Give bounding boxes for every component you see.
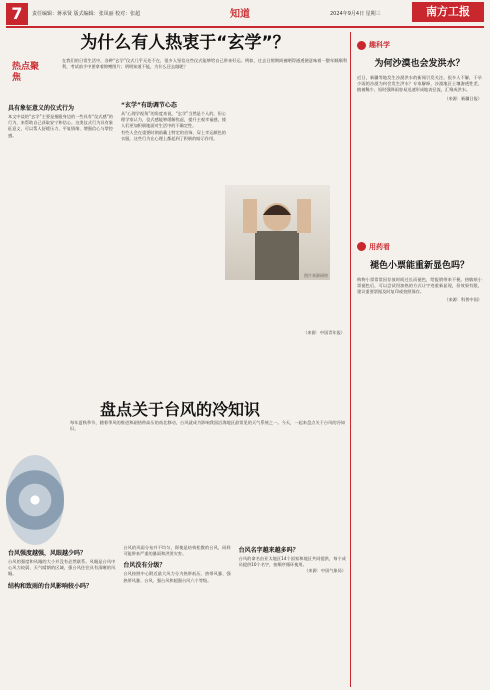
- page-number: 7: [6, 3, 28, 25]
- article1-intro: 在我们的日常生活中，各种“玄学”仪式几乎无处不在，很多人坚信这些仪式能够给自己带来好运。例如，过去日照期间被晒得通透便意味着一整年顺顺利利，考试前手中要拿着锦鲤图片；明明知道不能，为什么还去做呢？: [62, 58, 347, 70]
- sidebar: [350, 32, 488, 687]
- article1-para2: 从“心理学视角”的角度来说，“玄学”当然是个人的，但心理学家认为，仪式感能够缓解焦虑，提升主观幸福感，使人们更加积极地面对生活中的不确定性。: [121, 111, 226, 129]
- science-icon: [357, 41, 366, 50]
- article2-credit: （来源：中国气象局）: [304, 568, 346, 574]
- article1-sub1: 具有象征意义的仪式行为: [8, 105, 75, 112]
- sidebar-col2-text: 购物小票常常因存放时间过长而褪色，给报销带来不便。热敏纸小票褪色后，可以尝试用加热的方式让字迹重新显现，但效果有限，建议重要票据及时复印或拍照保存。: [357, 276, 482, 295]
- sidebar-col2-title: 褪色小票能重新显色吗？: [369, 260, 469, 271]
- medicine-icon: [357, 242, 366, 251]
- section-name: 知道: [230, 9, 250, 20]
- article2-sub1: 台风强度越强，风眼越少吗？: [8, 550, 87, 557]
- sidebar-col1-head: [357, 40, 488, 50]
- sidebar-col1-credit: （来源：新疆日报）: [444, 95, 482, 101]
- article2-body: [8, 545, 346, 685]
- article1-body: [8, 100, 226, 142]
- article1-para3: 有些人会在重要时刻前戴上特定的首饰、穿上幸运颜色的衣服，这些行为在心理上都起到了积极的暗示作用。: [121, 129, 226, 141]
- issue-date: 2024年9月4日 星期三: [330, 11, 381, 17]
- sidebar-col1-title: 为何沙漠也会发洪水？: [374, 59, 465, 69]
- article1-title: 为什么有人热衷于“玄学”？: [80, 33, 290, 53]
- article2-sub2: 结构和致雨的台风影响较小吗？: [8, 582, 93, 590]
- hot-topic-badge: 热点聚焦: [12, 62, 40, 83]
- typhoon-image: [6, 455, 64, 545]
- article2-para1: 台风的强度和风眼的大小并没有必然联系。风眼是台风中心风力较弱、天气晴朗的区域，强台风往往具有清晰的风眼。: [8, 559, 116, 577]
- article1-credit: （来源：中国青年报）: [303, 330, 345, 335]
- article2-title: 盘点关于台风的冷知识: [99, 400, 260, 419]
- article2-para3: 台风按照中心附近最大风力分为热带低压、热带风暴、强热带风暴、台风、强台风和超强台风六个等级。: [123, 571, 231, 583]
- article1-sub2: “玄学”有助调节心态: [121, 102, 177, 109]
- article2-para2: 台风的风雨分布并不均匀，即使是结构松散的台风，同样可能带来严重的暴雨和洪涝灾害。: [123, 545, 231, 557]
- newspaper-logo: 南方工报: [412, 2, 484, 22]
- sidebar-col1-text: 近日，新疆等地发生沙漠洪水的新闻引发关注。很多人不解，干旱少雨的沙漠为何会发生洪水？专家解释，沙漠地区土壤渗透性差，植被稀少，短时强降雨容易迅速形成地表径流，汇聚成洪水。: [357, 75, 482, 93]
- article2-lede: 每年夏秋季节，随着季风的推进和副热带高压的南北移动，台风就成为影响我国沿海地区最常见的天气系统之一。今天，一起来盘点关于台风的冷知识。: [70, 420, 345, 432]
- article2-sub4: 台风名字越来越多吗？: [238, 547, 299, 554]
- photo-credit: 图片来源网络: [304, 273, 328, 278]
- article2-para4: 台风的命名由亚太地区14个国家和地区共同提供，每个成员提供10个名字，按顺序循环使用。: [238, 556, 346, 568]
- article1-photo: [225, 185, 330, 280]
- article1-para1: 本文中谈的“玄学”主要是指跟身边的一些具有“仪式感”的行为，来帮助自己获取安宁和信心。这类仪式行为具有象征意义，可以帮人舒缓压力、平复情绪、增强信心与掌控感。: [8, 114, 113, 138]
- editor-credits: 责任编辑：蒋承贤 版式编辑：张凤丽 校对：张超: [32, 11, 141, 17]
- sidebar-col1-head-label: 趣科学: [369, 41, 390, 49]
- sidebar-col2-credit: （来源：科普中国）: [444, 297, 482, 303]
- sidebar-col2-head: [357, 242, 488, 252]
- article2-sub3: 台风没有分级？: [123, 562, 166, 570]
- sidebar-col2-head-label: 用药看: [369, 242, 390, 251]
